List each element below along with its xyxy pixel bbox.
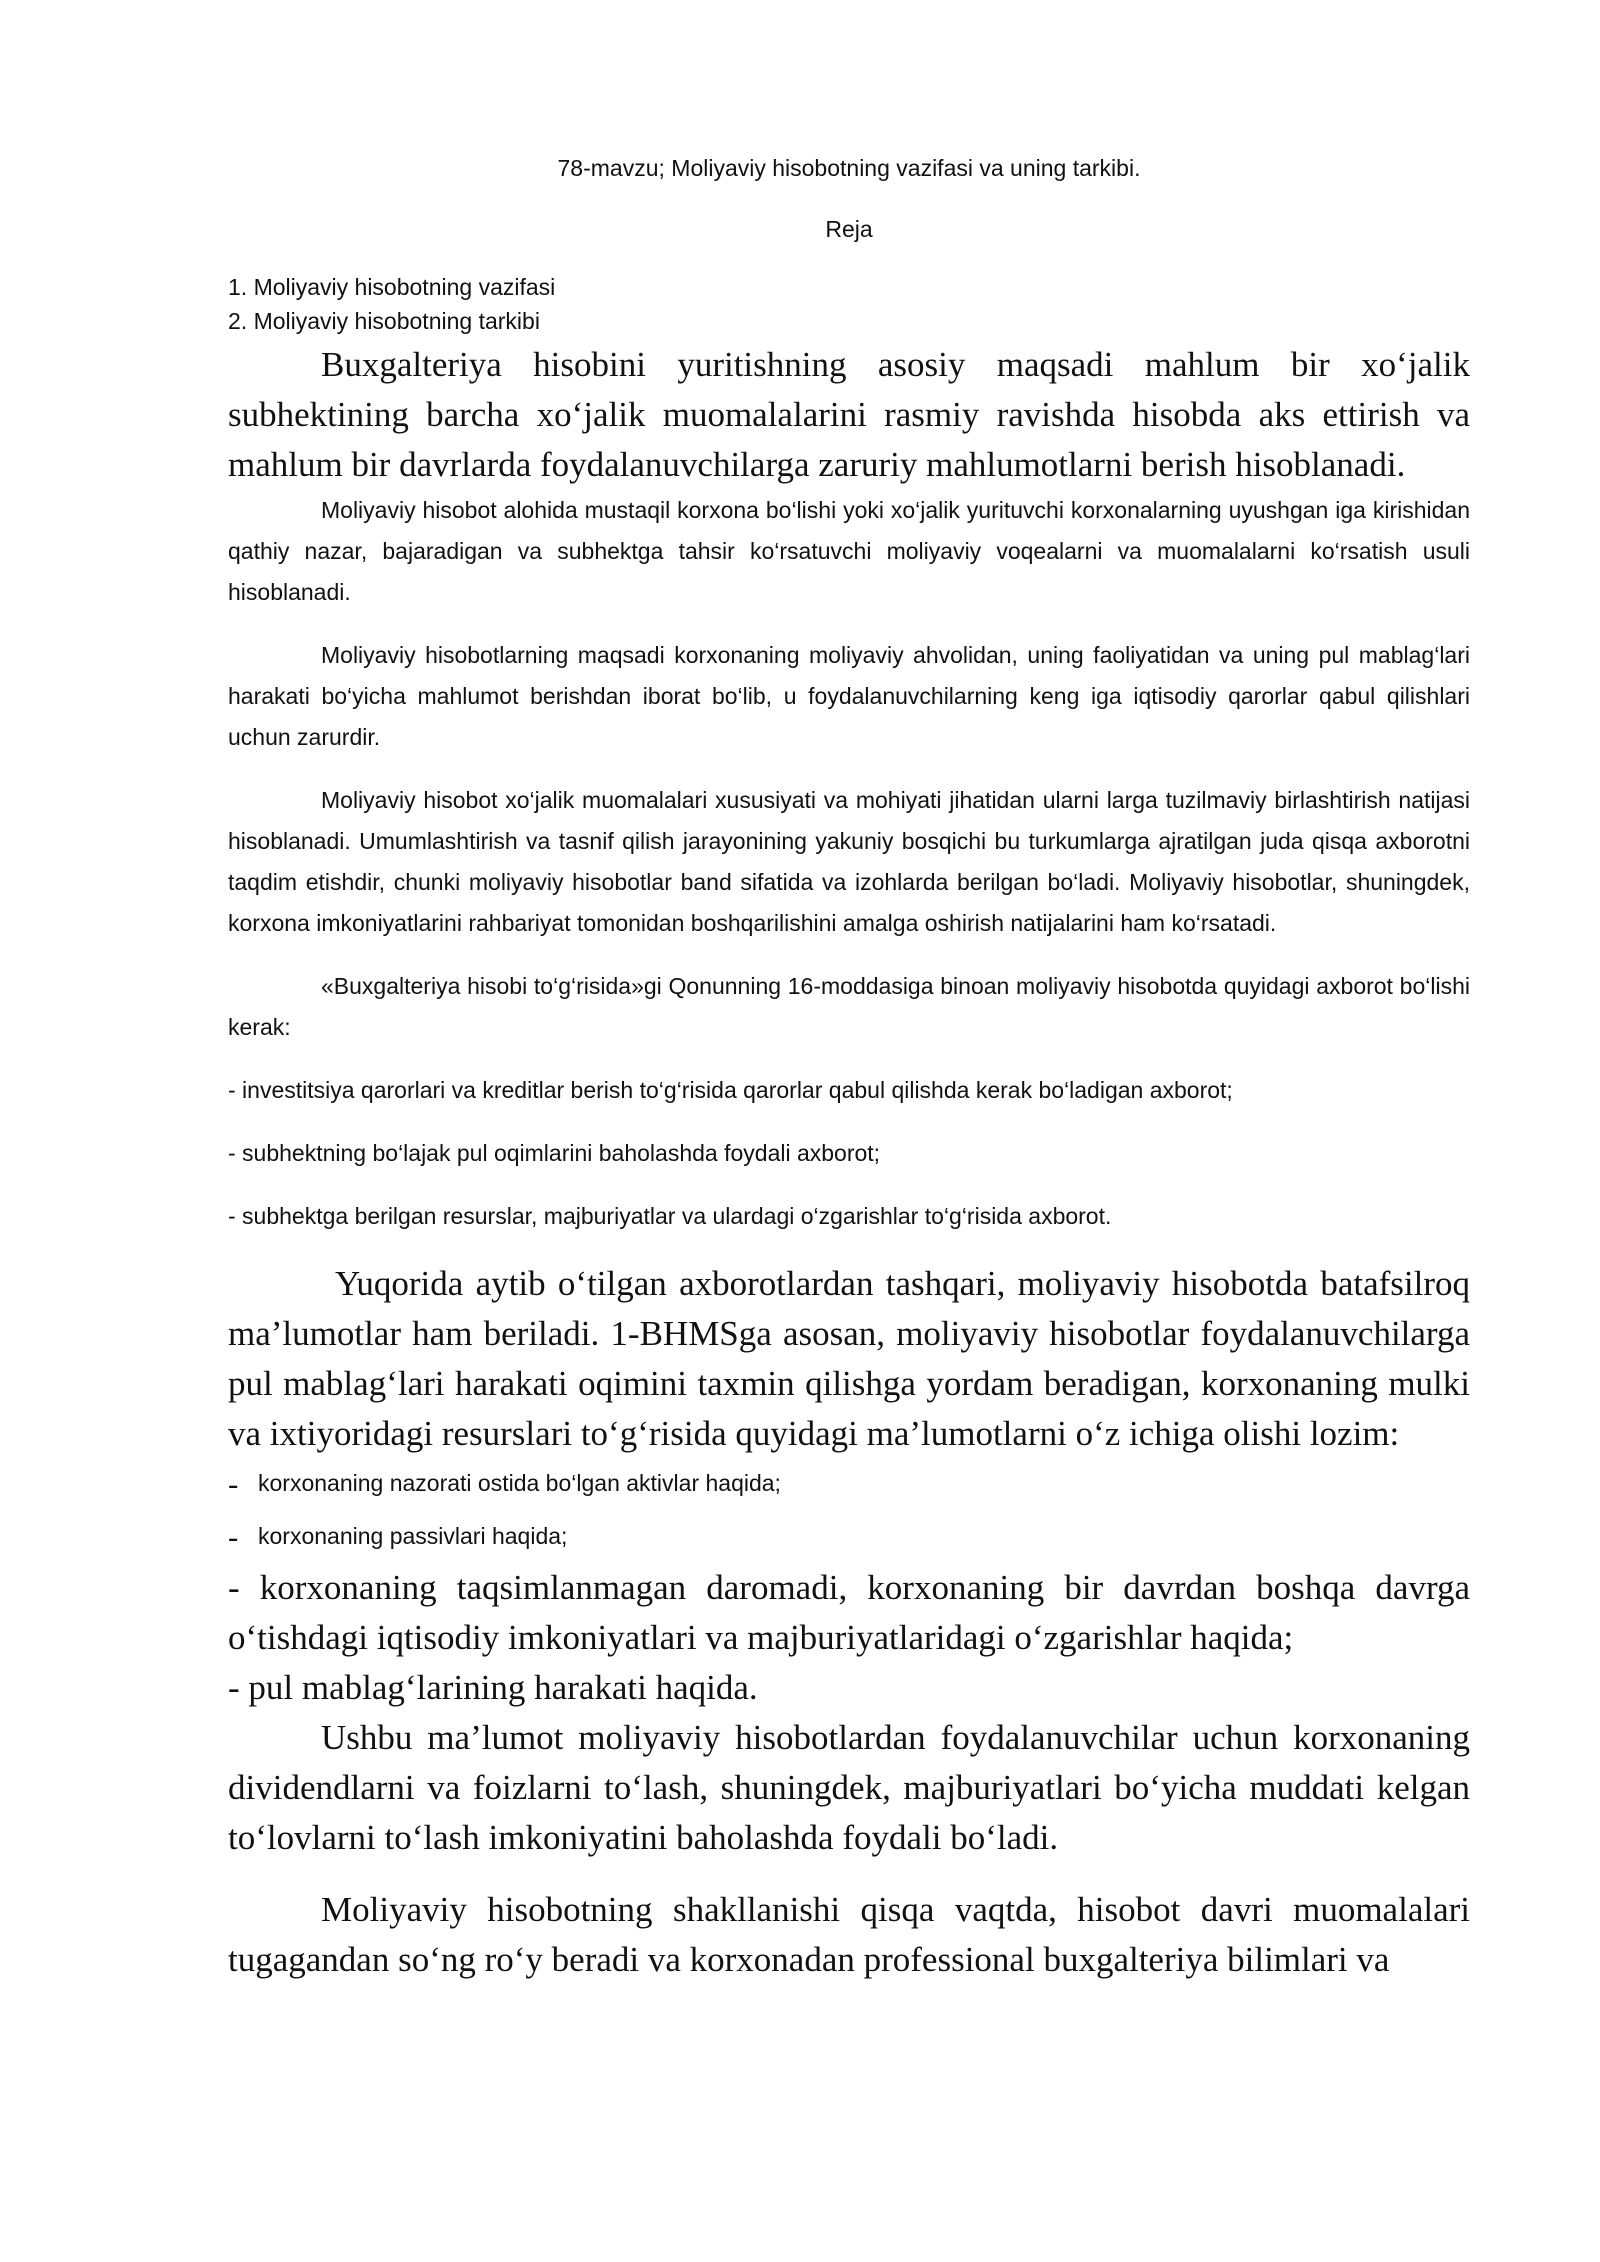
paragraph-1: Buxgalteriya hisobini yuritishning asosiy maqsadi mahlum bir xo‘jalik subhektining barcha xo‘jalik muomalalarini rasmiy ravishda hisobda aks ettirish va mahlum bir davrlarda foydalanuvchilarga zaruriy mahlumotlarni berish hisoblanadi. xyxy=(228,345,1470,484)
paragraph-5: «Buxgalteriya hisobi to‘g‘risida»gi Qonunning 16-moddasiga binoan moliyaviy hisobotda quyidagi axborot bo‘lishi kerak: xyxy=(228,973,1470,1040)
list-item-text: korxonaning nazorati ostida bo‘lgan aktivlar haqida; xyxy=(258,1470,781,1496)
list-item: - subhektga berilgan resurslar, majburiyatlar va ulardagi o‘zgarishlar to‘g‘risida axborot. xyxy=(228,1203,1112,1229)
list-item: - investitsiya qarorlari va kreditlar berish to‘g‘risida qarorlar qabul qilishda kerak bo‘ladigan axborot; xyxy=(228,1077,1233,1103)
axborot-list xyxy=(228,1070,1470,1237)
paragraph-4: Moliyaviy hisobot xo‘jalik muomalalari xususiyati va mohiyati jihatidan ularni larga tuzilmaviy birlashtirish natijasi hisoblanadi. Umumlashtirish va tasnif qilish jarayonining yakuniy bosqichi bu turkumlarga ajratilgan juda qisqa axborotni taqdim etishdir, chunki moliyaviy hisobotlar band sifatida va izohlarda berilgan bo‘ladi. Moliyaviy hisobotlar, shuningdek, korxona imkoniyatlarini rahbariyat tomonidan boshqarilishini amalga oshirish natijalarini ham ko‘rsatadi. xyxy=(228,787,1470,936)
malumot-list xyxy=(228,1463,1470,1713)
document-page xyxy=(228,148,1470,1985)
plan-item-1: 1. Moliyaviy hisobotning vazifasi xyxy=(228,274,556,300)
list-dash: - xyxy=(228,1519,239,1554)
paragraph-8: Moliyaviy hisobotning shakllanishi qisqa vaqtda, hisobot davri muomalalari tugagandan so‘ng ro‘y beradi va korxonadan professional buxgalteriya bilimlari va xyxy=(228,1890,1470,1979)
paragraph-2: Moliyaviy hisobot alohida mustaqil korxona bo‘lishi yoki xo‘jalik yurituvchi korxonalarning uyushgan iga kirishidan qathiy nazar, bajaradigan va subhektga tahsir ko‘rsatuvchi moliyaviy voqealarni va muomalalarni ko‘rsatish usuli hisoblanadi. xyxy=(228,497,1470,605)
list-item: - subhektning bo‘lajak pul oqimlarini baholashda foydali axborot; xyxy=(228,1140,881,1166)
document-title: 78-mavzu; Moliyaviy hisobotning vazifasi va uning tarkibi. xyxy=(557,155,1141,181)
list-item-text: korxonaning passivlari haqida; xyxy=(258,1523,568,1549)
document-subtitle: Reja xyxy=(825,216,873,242)
list-item xyxy=(228,1516,1470,1557)
paragraph-7: Ushbu ma’lumot moliyaviy hisobotlardan foydalanuvchilar uchun korxonaning dividendlarni va foizlarni to‘lash, shuningdek, majburiyatlari bo‘yicha muddati kelgan to‘lovlarni to‘lash imkoniyatini baholashda foydali bo‘ladi. xyxy=(228,1718,1470,1857)
list-dash: - xyxy=(228,1466,239,1501)
plan-item-2: 2. Moliyaviy hisobotning tarkibi xyxy=(228,308,540,334)
list-item: - pul mablag‘larining harakati haqida. xyxy=(228,1668,758,1707)
list-item: - korxonaning taqsimlanmagan daromadi, korxonaning bir davrdan boshqa davrga o‘tishdagi iqtisodiy imkoniyatlari va majburiyatlaridagi o‘zgarishlar haqida; xyxy=(228,1568,1470,1657)
plan-list xyxy=(228,270,1470,338)
list-item xyxy=(228,1463,1470,1504)
paragraph-3: Moliyaviy hisobotlarning maqsadi korxonaning moliyaviy ahvolidan, uning faoliyatidan va uning pul mablag‘lari harakati bo‘yicha mahlumot berishdan iborat bo‘lib, u foydalanuvchilarning keng iga iqtisodiy qarorlar qabul qilishlari uchun zarurdir. xyxy=(228,642,1470,750)
paragraph-6: Yuqorida aytib o‘tilgan axborotlardan tashqari, moliyaviy hisobotda batafsilroq ma’lumotlar ham beriladi. 1-BHMSga asosan, moliyaviy hisobotlar foydalanuvchilarga pul mablag‘lari harakati oqimini taxmin qilishga yordam beradigan, korxonaning mulki va ixtiyoridagi resurslari to‘g‘risida quyidagi ma’lumotlarni o‘z ichiga olishi lozim: xyxy=(228,1264,1470,1453)
